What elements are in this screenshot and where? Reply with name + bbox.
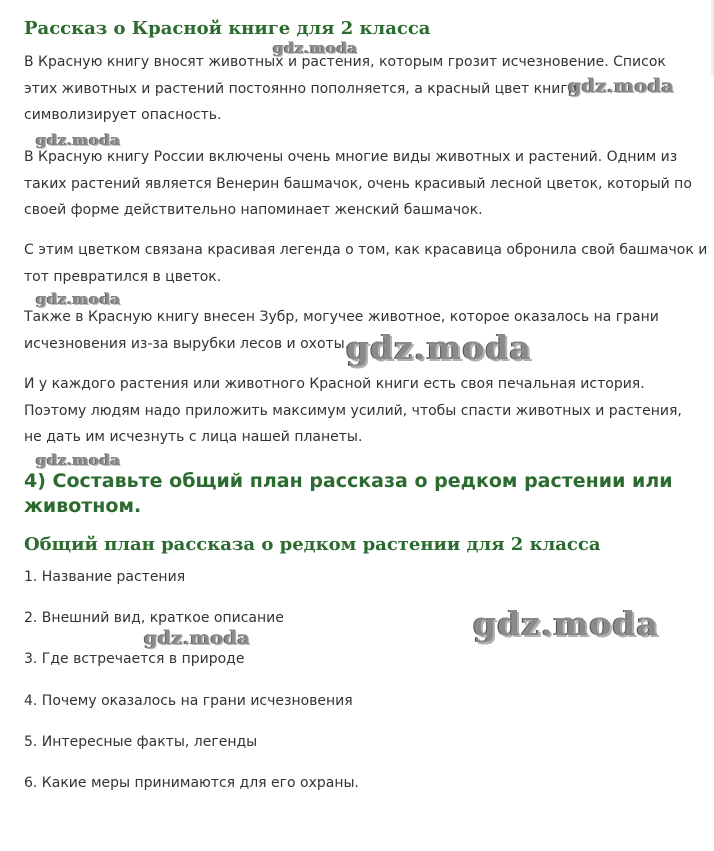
text-line: В Красную книгу вносят животных и растения, которым грозит исчезновение. Список [24,54,666,70]
watermark: gdz.moda [36,290,121,308]
watermark: gdz.moda [346,328,532,367]
story-title: Рассказ о Красной книге для 2 класса [24,18,431,39]
plan-item: 2. Внешний вид, краткое описание [24,610,284,626]
task-heading [24,469,673,519]
watermark: gdz.moda [36,451,121,469]
story-paragraph-4 [24,304,704,357]
plan-item: 4. Почему оказалось на грани исчезновения [24,693,353,709]
plan-item: 3. Где встречается в природе [24,651,245,667]
watermark: gdz.moda [568,75,675,97]
story-paragraph-5 [24,371,704,451]
plan-title: Общий план рассказа о редком растении для 2 класса [24,534,601,555]
task-heading-line: 4) Составьте общий план рассказа о редком растении или [24,470,673,492]
watermark: gdz.moda [473,604,659,643]
story-paragraph-1 [24,49,704,129]
text-line: символизирует опасность. [24,107,222,123]
plan-item: 1. Название растения [24,569,186,585]
text-line: таких растений является Венерин башмачок, очень красивый лесной цветок, который по [24,175,692,192]
plan-item: 5. Интересные факты, легенды [24,734,258,750]
watermark: gdz.moda [36,131,121,149]
text-line: своей форме действительно напоминает женский башмачок. [24,202,483,218]
watermark: gdz.moda [273,39,358,57]
story-paragraph-3 [24,237,708,290]
watermark: gdz.moda [144,627,251,649]
plan-item: 6. Какие меры принимаются для его охраны. [24,775,360,791]
task-heading-line: животном. [24,495,142,517]
story-paragraph-2 [24,144,704,224]
cut-off-next-line [24,810,114,816]
text-line: В Красную книгу России включены очень многие виды животных и растений. Одним из [24,149,678,165]
text-line: И у каждого растения или животного Красной книги есть своя печальная история. [24,376,645,392]
text-line: исчезновения из-за вырубки лесов и охоты. [24,335,350,352]
text-line: Также в Красную книгу внесен Зубр, могучее животное, которое оказалось на грани [24,309,659,325]
text-line: этих животных и растений постоянно пополняется, а красный цвет книги [24,80,577,97]
text-line: С этим цветком связана красивая легенда о том, как красавица обронила свой башмачок и [24,242,708,258]
text-line: Поэтому людям надо приложить максимум усилий, чтобы спасти животных и растения, [24,402,682,419]
text-line: тот превратился в цветок. [24,268,222,285]
text-line: не дать им исчезнуть с лица нашей планеты. [24,429,363,445]
